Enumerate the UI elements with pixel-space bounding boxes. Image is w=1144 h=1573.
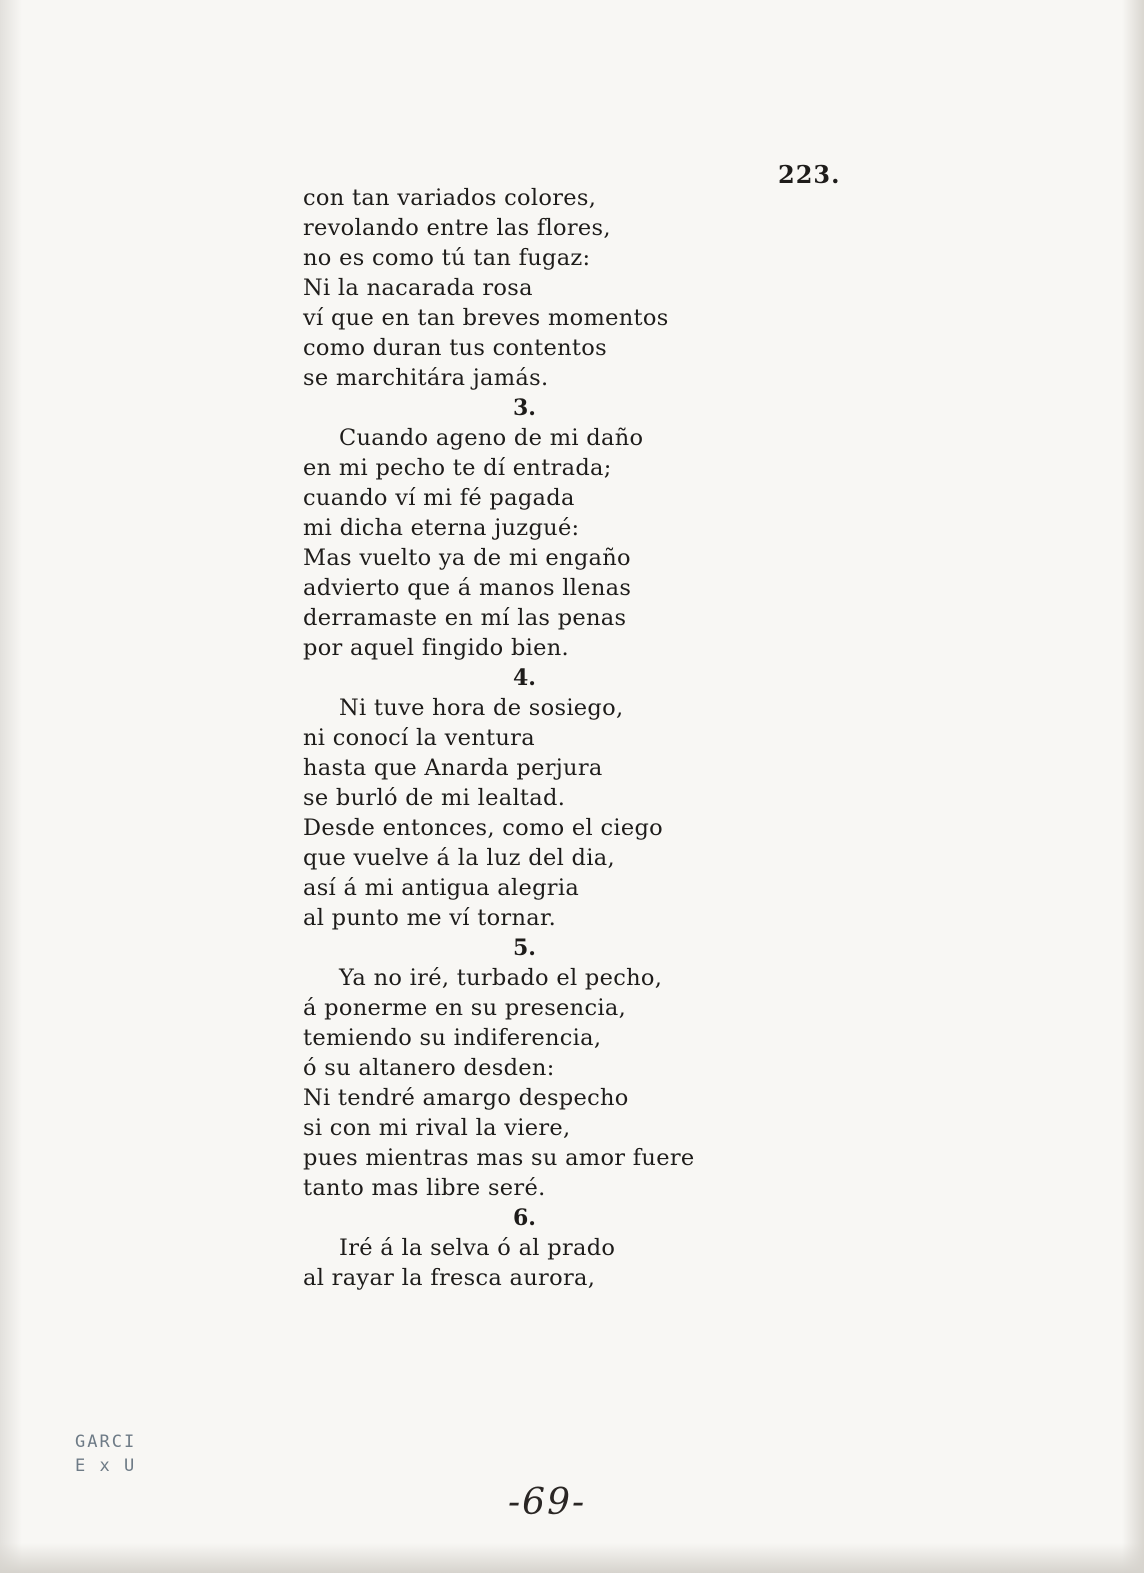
verse-line: á ponerme en su presencia, xyxy=(303,995,627,1021)
page-number: 223. xyxy=(778,160,841,189)
stanza xyxy=(303,1203,773,1293)
verse-line: en mi pecho te dí entrada; xyxy=(303,455,612,481)
verse-line: con tan variados colores, xyxy=(303,185,597,211)
verse-line: derramaste en mí las penas xyxy=(303,605,627,631)
verse-line: así á mi antigua alegria xyxy=(303,875,580,901)
verse-line: mi dicha eterna juzgué: xyxy=(303,515,580,541)
verse-line: advierto que á manos llenas xyxy=(303,575,632,601)
stanza xyxy=(303,183,773,393)
stamp-line-2: E x U xyxy=(75,1456,137,1476)
verse-line: Iré á la selva ó al prado xyxy=(339,1235,616,1261)
handwritten-folio-number: -69- xyxy=(508,1482,587,1523)
verse-line: que vuelve á la luz del dia, xyxy=(303,845,615,871)
verse-line: al punto me ví tornar. xyxy=(303,905,557,931)
stanza-number: 4. xyxy=(513,665,536,691)
verse-line: ví que en tan breves momentos xyxy=(303,305,669,331)
verse-line: por aquel fingido bien. xyxy=(303,635,570,661)
library-stamp xyxy=(75,1430,136,1478)
verse-line: cuando ví mi fé pagada xyxy=(303,485,575,511)
stanza xyxy=(303,663,773,933)
stamp-line-1: GARCI xyxy=(75,1432,137,1452)
stanza-number: 5. xyxy=(513,935,536,961)
verse-line: si con mi rival la viere, xyxy=(303,1115,571,1141)
verse-line: como duran tus contentos xyxy=(303,335,607,361)
verse-line: ó su altanero desden: xyxy=(303,1055,555,1081)
verse-line: tanto mas libre seré. xyxy=(303,1175,546,1201)
verse-line: hasta que Anarda perjura xyxy=(303,755,603,781)
verse-line: se burló de mi lealtad. xyxy=(303,785,566,811)
verse-line: Mas vuelto ya de mi engaño xyxy=(303,545,631,571)
stanza xyxy=(303,393,773,663)
verse-line: al rayar la fresca aurora, xyxy=(303,1265,596,1291)
verse-line: Cuando ageno de mi daño xyxy=(339,425,644,451)
stanza-number: 3. xyxy=(513,395,536,421)
verse-line: Ni tendré amargo despecho xyxy=(303,1085,629,1111)
verse-line: Ni la nacarada rosa xyxy=(303,275,533,301)
page-edge-bottom xyxy=(0,1543,1144,1573)
verse-line: Ni tuve hora de sosiego, xyxy=(339,695,624,721)
stanza xyxy=(303,933,773,1203)
verse-line: revolando entre las flores, xyxy=(303,215,611,241)
verse-line: ni conocí la ventura xyxy=(303,725,535,751)
verse-line: temiendo su indiferencia, xyxy=(303,1025,602,1051)
verse-line: no es como tú tan fugaz: xyxy=(303,245,591,271)
verse-line: pues mientras mas su amor fuere xyxy=(303,1145,695,1171)
verse-line: Ya no iré, turbado el pecho, xyxy=(339,965,663,991)
stanza-number: 6. xyxy=(513,1205,536,1231)
verse-line: se marchitára jamás. xyxy=(303,365,549,391)
page-edge-right xyxy=(1122,0,1144,1573)
verse-line: Desde entonces, como el ciego xyxy=(303,815,664,841)
page-edge-left xyxy=(0,0,22,1573)
poem xyxy=(303,183,773,1293)
